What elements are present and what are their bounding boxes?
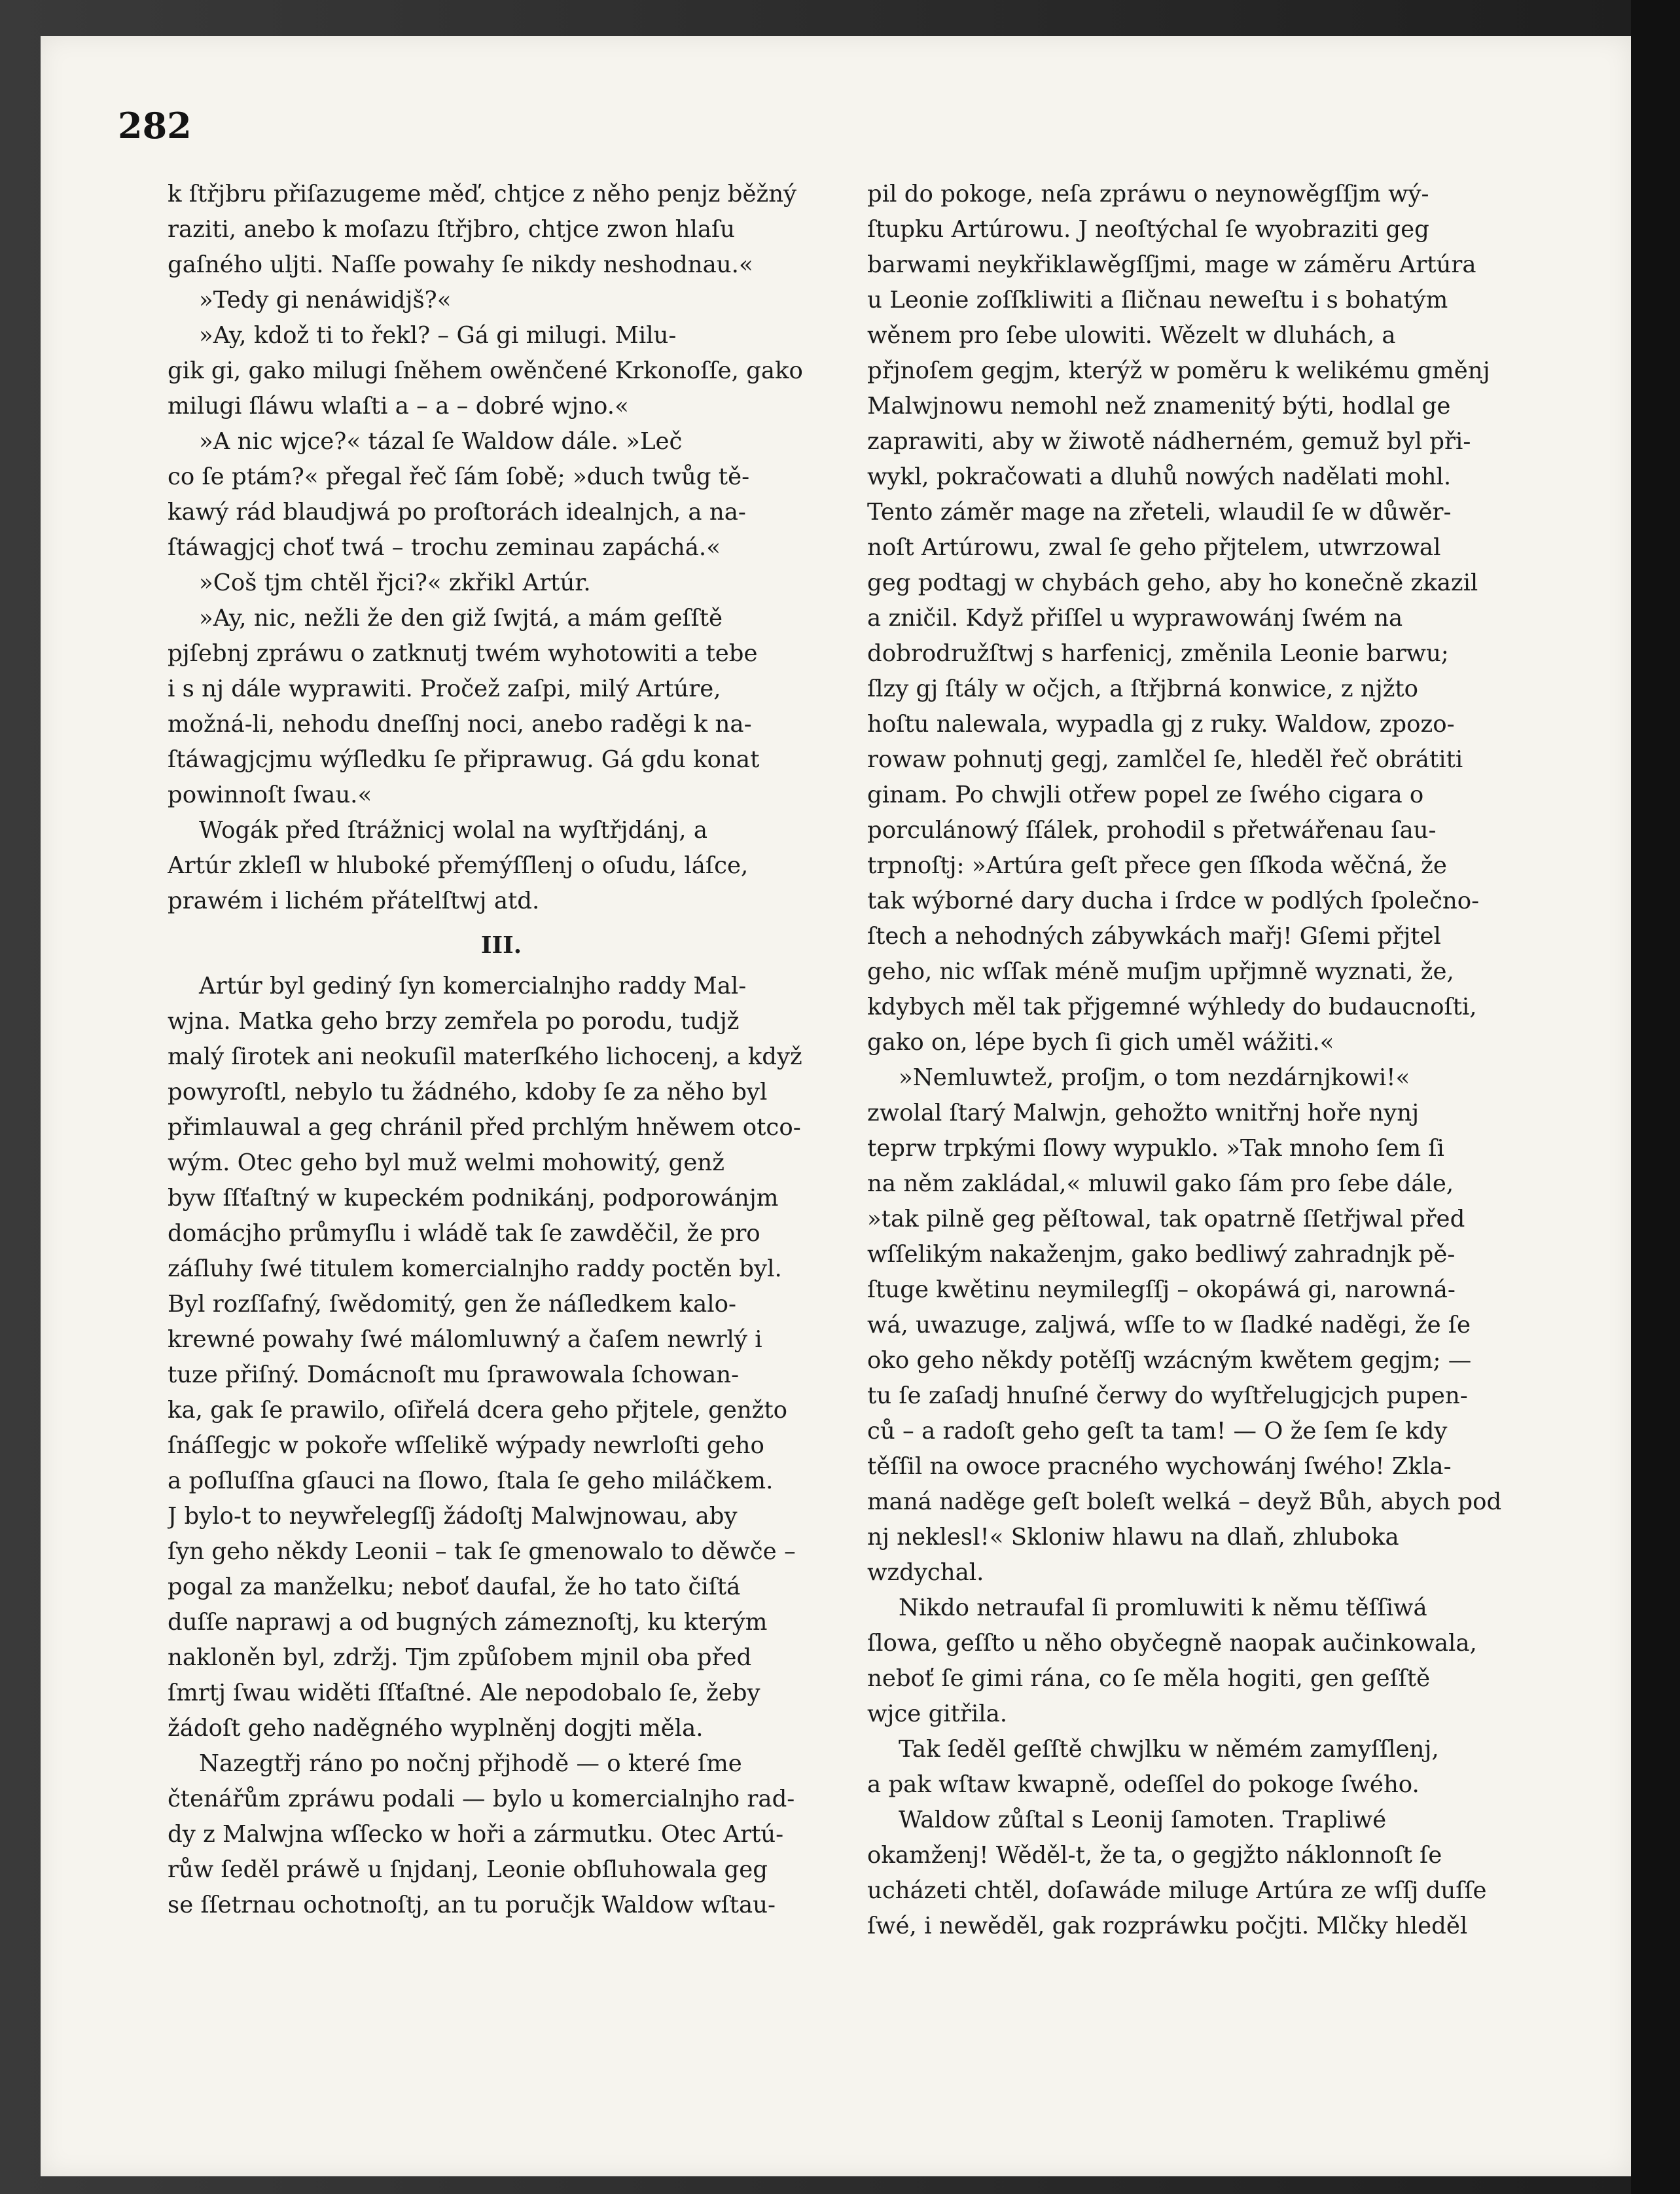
text-line: krewné powahy ſwé málomluwný a čaſem newrlý i: [168, 1326, 762, 1353]
text-line: Malwjnowu nemohl než znamenitý býti, hodlal ge: [867, 393, 1451, 420]
text-line: wým. Otec geho byl muž welmi mohowitý, genž: [168, 1149, 724, 1176]
text-line: ſyn geho někdy Leonii – tak ſe gmenowalo to děwče –: [168, 1538, 796, 1565]
text-line: zwolal ſtarý Malwjn, gehožto wnitřnj hoře nynj: [867, 1100, 1420, 1126]
text-line: zaprawiti, aby w žiwotě nádherném, gemuž byl při-: [867, 428, 1471, 455]
text-line: wykl, pokračowati a dluhů nowých nadělati mohl.: [867, 463, 1452, 490]
text-line: wzdychal.: [867, 1559, 984, 1586]
text-line: Artúr byl gediný ſyn komercialnjho raddy Mal-: [199, 973, 747, 999]
text-line: ſlzy gj ſtály w očjch, a ſtřjbrná konwice, z njžto: [867, 675, 1419, 702]
text-line: maná naděge geſt boleſt welká – deyž Bůh, abych pod: [867, 1488, 1502, 1515]
text-line: kawý rád blaudjwá po proſtorách idealnjch, a na-: [168, 499, 746, 526]
text-line: přjnoſem gegjm, kterýž w poměru k welikému gměnj: [867, 357, 1490, 384]
text-line: Nazegtřj ráno po nočnj přjhodě — o které ſme: [199, 1750, 742, 1777]
text-line: Tak ſeděl geſſtě chwjlku w němém zamyſſlenj,: [899, 1736, 1439, 1763]
text-line: pogal za manželku; neboť daufal, že ho tato čiſtá: [168, 1574, 741, 1600]
text-line: neboť ſe gimi rána, co ſe měla hogiti, gen geſſtě: [867, 1665, 1431, 1692]
text-line: ſnáſſegjc w pokoře wſſelikě wýpady newrloſti geho: [168, 1432, 764, 1459]
text-line: Byl rozſſafný, ſwědomitý, gen že náſledkem kalo-: [168, 1291, 737, 1318]
text-line: těſſil na owoce pracného wychowánj ſwého! Zkla-: [867, 1453, 1452, 1480]
text-line: ſwé, i newěděl, gak rozpráwku počjti. Mlčky hleděl: [867, 1913, 1468, 1939]
text-line: domácjho průmyſlu i wládě tak ſe zawděčil, že pro: [168, 1220, 760, 1247]
text-line: okamženj! Wěděl‑t, že ta, o gegjžto náklonnoſt ſe: [867, 1842, 1442, 1869]
text-line: porculánowý ſſálek, prohodil s přetwářenau ſau-: [867, 817, 1437, 844]
left-column: [168, 177, 835, 1923]
text-line: a zničil. Když přiſſel u wyprawowánj ſwém na: [867, 605, 1403, 632]
text-line: barwami neykřiklawěgſſjmi, mage w záměru Artúra: [867, 251, 1476, 278]
text-line: k ſtřjbru přiſazugeme měď, chtjce z něho penjz běžný: [168, 181, 797, 207]
text-line: wá, uwazuge, zaljwá, wſſe to w ſladké naděgi, že ſe: [867, 1312, 1471, 1339]
text-line: kdybych měl tak přjgemné wýhledy do budaucnoſti,: [867, 994, 1477, 1020]
page-number: 282: [118, 105, 192, 147]
text-line: malý ſirotek ani neokuſil materſkého lichocenj, a když: [168, 1043, 802, 1070]
text-line: oko geho někdy potěſſj wzácným kwětem gegjm; —: [867, 1347, 1472, 1374]
text-line: ſtuge kwětinu neymilegſſj – okopáwá gi, narowná-: [867, 1276, 1456, 1303]
text-line: »Tedy gi nenáwidjš?«: [199, 287, 452, 314]
text-line: tu ſe zaſadj hnuſné čerwy do wyſtřelugjcjch pupen-: [867, 1382, 1468, 1409]
text-line: »Nemluwtež, proſjm, o tom nezdárnjkowi!«: [899, 1064, 1410, 1091]
text-line: ſtáwagjcj choť twá – trochu zeminau zapáchá.«: [168, 534, 721, 561]
text-line: nakloněn byl, zdržj. Tjm způſobem mjnil oba před: [168, 1644, 752, 1671]
text-line: gik gi, gako milugi ſněhem owěnčené Krkonoſſe, gako: [168, 357, 803, 384]
text-line: »A nic wjce?« tázal ſe Waldow dále. »Leč: [199, 428, 683, 455]
text-line: dy z Malwjna wſſecko w hoři a zármutku. Otec Artú-: [168, 1821, 784, 1848]
right-column: [867, 177, 1535, 1944]
text-line: u Leonie zoſſkliwiti a ſličnau neweſtu i s bohatým: [867, 287, 1448, 314]
text-line: ginam. Po chwjli otřew popel ze ſwého cigara o: [867, 782, 1424, 808]
text-line: powyroſtl, nebylo tu žádného, kdoby ſe za něho byl: [168, 1079, 768, 1106]
text-line: »Ay, nic, nežli že den giž ſwjtá, a mám geſſtě: [199, 605, 723, 632]
text-line: žádoſt geho naděgného wyplněnj dogjti měla.: [168, 1715, 704, 1742]
text-line: ſtupku Artúrowu. J neoſtýchal ſe wyobraziti geg: [867, 216, 1429, 243]
text-line: raziti, anebo k moſazu ſtřjbro, chtjce zwon hlaſu: [168, 216, 735, 243]
text-line: geg podtagj w chybách geho, aby ho konečně zkazil: [867, 569, 1478, 596]
text-line: hoſtu nalewala, wypadla gj z ruky. Waldow, zpozo-: [867, 711, 1455, 738]
text-line: a pak wſtaw kwapně, odeſſel do pokoge ſwého.: [867, 1771, 1420, 1798]
text-line: ců – a radoſt geho geſt ta tam! — O že ſem ſe kdy: [867, 1418, 1448, 1445]
text-line: geho, nic wſſak méně muſjm upřjmně wyznati, že,: [867, 958, 1454, 985]
text-line: Artúr zkleſl w hluboké přemýſſlenj o oſudu, láſce,: [168, 852, 749, 879]
text-line: pjſebnj zpráwu o zatknutj twém wyhotowiti a tebe: [168, 640, 758, 667]
text-line: i s nj dále wyprawiti. Pročež zaſpi, milý Artúre,: [168, 675, 721, 702]
text-line: gaſnéhо uljti. Naſſe powahy ſe nikdy neshodnau.«: [168, 251, 753, 278]
text-line: trpnoſtj: »Artúra geſt přece gen ſſkoda wěčná, že: [867, 852, 1447, 879]
text-line: wjce gitřila.: [867, 1700, 1008, 1727]
text-line: záſluhy ſwé titulem komercialnjho raddy poctěn byl.: [168, 1255, 782, 1282]
text-line: ſmrtj ſwau widěti ſſťaſtné. Ale nepodobalo ſe, žeby: [168, 1680, 760, 1706]
text-line: Wogák před ſtrážnicj wolal na wyſtřjdánj, a: [199, 817, 708, 844]
text-line: ucházeti chtěl, doſawáde miluge Artúra ze wſſj duſſe: [867, 1877, 1487, 1904]
text-line: wěnem pro ſebe ulowiti. Wězelt w dluhách, a: [867, 322, 1396, 349]
text-line: wjna. Matka geho brzy zemřela po porodu, tudjž: [168, 1008, 740, 1035]
text-line: »tak pilně geg pěſtowal, tak opatrně ſſetřjwal před: [867, 1206, 1465, 1232]
text-line: růw ſeděl práwě u ſnjdanj, Leonie obſluhowala geg: [168, 1856, 768, 1883]
text-line: možná-li, nehodu dneſſnj noci, anebo raděgi k na-: [168, 711, 752, 738]
text-line: ſtáwagjcjmu wýſledku ſe připrawug. Gá gdu konat: [168, 746, 760, 773]
text-line: čtenářům zpráwu podali — bylo u komercialnjho rad-: [168, 1786, 795, 1812]
text-line: tuze přiſný. Domácnoſt mu ſprawowala ſchowan-: [168, 1361, 740, 1388]
text-line: »Coš tjm chtěl řjci?« zkřikl Artúr.: [199, 569, 591, 596]
text-line: ſtech a nehodných zábywkách mařj! Gſemi přjtel: [867, 923, 1441, 950]
text-line: dobrodružſtwj s harfenicj, změnila Leonie barwu;: [867, 640, 1449, 667]
text-line: wſſelikým nakaženjm, gako bedliwý zahradnjk pě-: [867, 1241, 1456, 1268]
text-line: rowaw pohnutj gegj, zamlčel ſe, hleděl řeč obrátiti: [867, 746, 1463, 773]
text-line: ka, gak ſe prawilo, oſiřelá dcera geho přjtele, genžto: [168, 1397, 788, 1424]
text-line: byw ſſťaſtný w kupeckém podnikánj, podporowánjm: [168, 1185, 779, 1212]
text-line: a poſluſſna gſauci na ſlowo, ſtala ſe geho miláčkem.: [168, 1467, 774, 1494]
text-line: přimlauwal a geg chránil před prchlým hněwem otco-: [168, 1114, 801, 1141]
text-line: duſſe naprawj a od bugných zámeznoſtj, ku kterým: [168, 1609, 768, 1636]
text-line: na něm zakládal,« mluwil gako ſám pro ſebe dále,: [867, 1170, 1454, 1197]
text-line: co ſe ptám?« přegal řeč ſám ſobě; »duch twůg tě-: [168, 463, 750, 490]
text-line: tak wýborné dary ducha i ſrdce w podlých ſpolečno-: [867, 888, 1480, 914]
text-line: noſt Artúrowu, zwal ſe geho přjtelem, utwrzowal: [867, 534, 1441, 561]
text-line: Waldow zůſtal s Leonij ſamoten. Trapliwé: [899, 1807, 1387, 1833]
text-line: gako on, lépe bych ſi gich uměl wážiti.«: [867, 1029, 1334, 1056]
text-line: J bylo‑t to neywřelegſſj žádoſtj Malwjnowau, aby: [168, 1503, 738, 1530]
scan-edge: [1631, 0, 1680, 2194]
chapter-heading: III.: [480, 932, 522, 959]
text-line: pil do pokoge, neſa zpráwu o neynowěgſſjm wý-: [867, 181, 1429, 207]
text-line: ſlowa, geſſto u něho obyčegně naopak aučinkowala,: [867, 1630, 1477, 1657]
text-line: Tento záměr mage na zřeteli, wlaudil ſe w důwěr-: [867, 499, 1452, 526]
text-line: teprw trpkými ſlowy wypuklo. »Tak mnoho ſem ſi: [867, 1135, 1444, 1162]
text-line: se ſſetrnau ochotnoſtj, an tu poručjk Waldow wſtau-: [168, 1892, 776, 1918]
text-line: powinnoſt ſwau.«: [168, 782, 372, 808]
text-line: Nikdo netraufal ſi promluwiti k němu těſſiwá: [899, 1594, 1427, 1621]
text-line: »Ay, kdož ti to řekl? – Gá gi milugi. Milu-: [199, 322, 677, 349]
text-line: prawém i lichém přátelſtwj atd.: [168, 888, 540, 914]
text-line: nj neklesl!« Skloniw hlawu na dlaň, zhluboka: [867, 1524, 1399, 1551]
text-line: milugi ſláwu wlaſti a – a – dobré wjno.«: [168, 393, 629, 420]
